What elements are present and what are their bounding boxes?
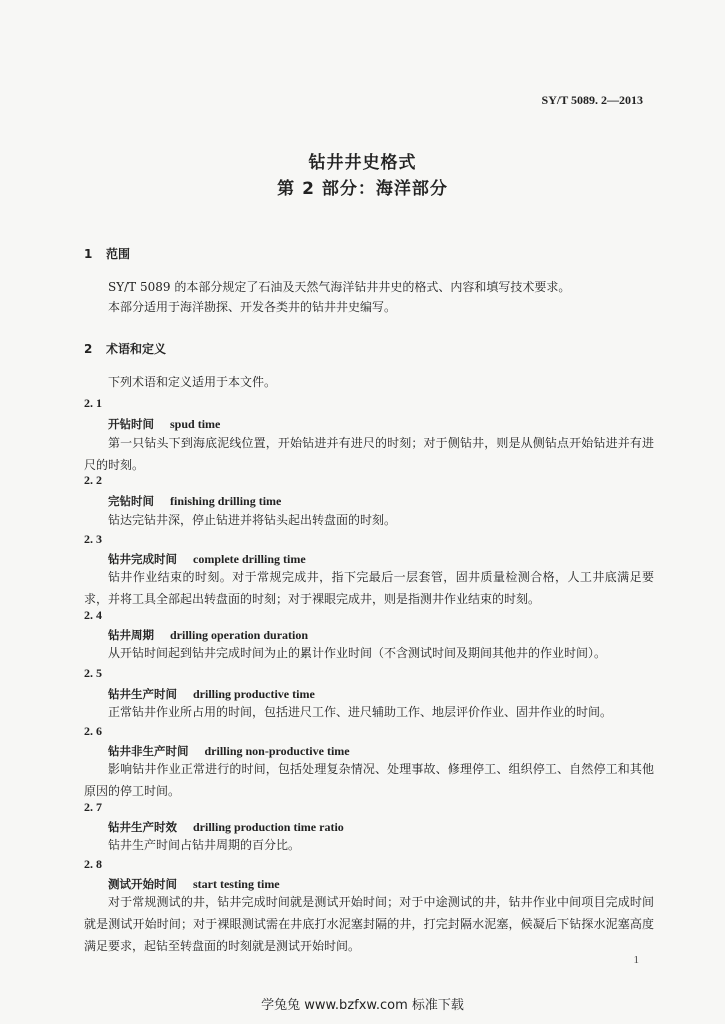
section-heading-scope [84,245,130,262]
term-name-en: drilling production time ratio [193,820,344,834]
term-name-en: finishing drilling time [170,494,282,508]
term-name-zh: 测试开始时间 [108,877,177,891]
section-number: 2 [84,342,93,356]
term-name-en: start testing time [193,877,280,891]
terms-intro: 下列术语和定义适用于本文件。 [108,375,277,389]
scope-paragraph: 本部分适用于海洋勘探、开发各类井的钻井井史编写。 [108,300,397,314]
term-name-zh: 开钻时间 [108,417,154,431]
term-number: 2. 6 [84,724,102,738]
term-name [108,416,220,432]
term-name [108,819,344,835]
term-number: 2. 3 [84,532,102,546]
section-title: 范围 [106,247,131,261]
term-name [108,686,315,702]
term-name-zh: 钻井周期 [108,628,154,642]
document-subtitle: 第 2 部分：海洋部分 [277,179,448,199]
page-number: 1 [633,954,639,966]
term-name [108,627,308,643]
term-definition: 影响钻井作业正常进行的时间，包括处理复杂情况、处理事故、修理停工、组织停工、自然停工和其他原因的停工时间。 [84,762,654,798]
term-name-en: drilling operation duration [170,628,309,642]
term-number: 2. 8 [84,857,102,871]
term-name-zh: 钻井非生产时间 [108,744,189,758]
term-name-en: complete drilling time [193,552,306,566]
term-name-zh: 钻井完成时间 [108,552,177,566]
term-name [108,551,306,567]
term-name-zh: 完钻时间 [108,494,154,508]
footer-watermark: 学兔兔 www.bzfxw.com 标准下载 [261,998,464,1013]
term-definition: 从开钻时间起到钻井完成时间为止的累计作业时间（不含测试时间及期间其他井的作业时间）。 [108,646,607,660]
term-definition: 对于常规测试的井，钻井完成时间就是测试开始时间；对于中途测试的井，钻井作业中间项目完成时间就是测试开始时间；对于裸眼测试需在井底打水泥塞封隔的井，打完封隔水泥塞，候凝后下钻探水泥塞高度满足要求，起钻至转盘面的时刻就是测试开始时间。 [84,895,654,953]
scope-paragraph: SY/T 5089 的本部分规定了石油及天然气海洋钻井井史的格式、内容和填写技术要求。 [108,280,571,294]
term-number: 2. 2 [84,473,102,487]
term-number: 2. 1 [84,396,102,410]
term-definition: 钻达完钻井深，停止钻进并将钻头起出转盘面的时刻。 [108,513,397,527]
term-name-en: drilling non-productive time [204,744,350,758]
term-name-zh: 钻井生产时效 [108,820,177,834]
term-name-en: spud time [170,417,221,431]
term-definition: 钻井作业结束的时刻。对于常规完成井，指下完最后一层套管，固井质量检测合格，人工井底满足要求，并将工具全部起出转盘面的时刻；对于裸眼完成井，则是指测井作业结束的时刻。 [84,570,654,606]
term-name-en: drilling productive time [193,687,315,701]
term-name-zh: 钻井生产时间 [108,687,177,701]
standard-code: SY/T 5089. 2—2013 [541,93,643,107]
term-name [108,876,280,892]
section-heading-terms [84,340,166,357]
term-definition: 正常钻井作业所占用的时间，包括进尺工作、进尺辅助工作、地层评价作业、固井作业的时间。 [108,705,613,719]
term-definition: 钻井生产时间占钻井周期的百分比。 [108,838,301,852]
term-name [108,743,350,759]
term-name [108,493,281,509]
term-number: 2. 4 [84,608,102,622]
term-definition: 第一只钻头下到海底泥线位置，开始钻进并有进尺的时刻；对于侧钻井，则是从侧钻点开始钻进并有进尺的时刻。 [84,436,654,472]
term-number: 2. 5 [84,666,102,680]
term-number: 2. 7 [84,800,102,814]
section-number: 1 [84,247,93,261]
document-title: 钻井井史格式 [308,153,417,173]
section-title: 术语和定义 [106,342,167,356]
